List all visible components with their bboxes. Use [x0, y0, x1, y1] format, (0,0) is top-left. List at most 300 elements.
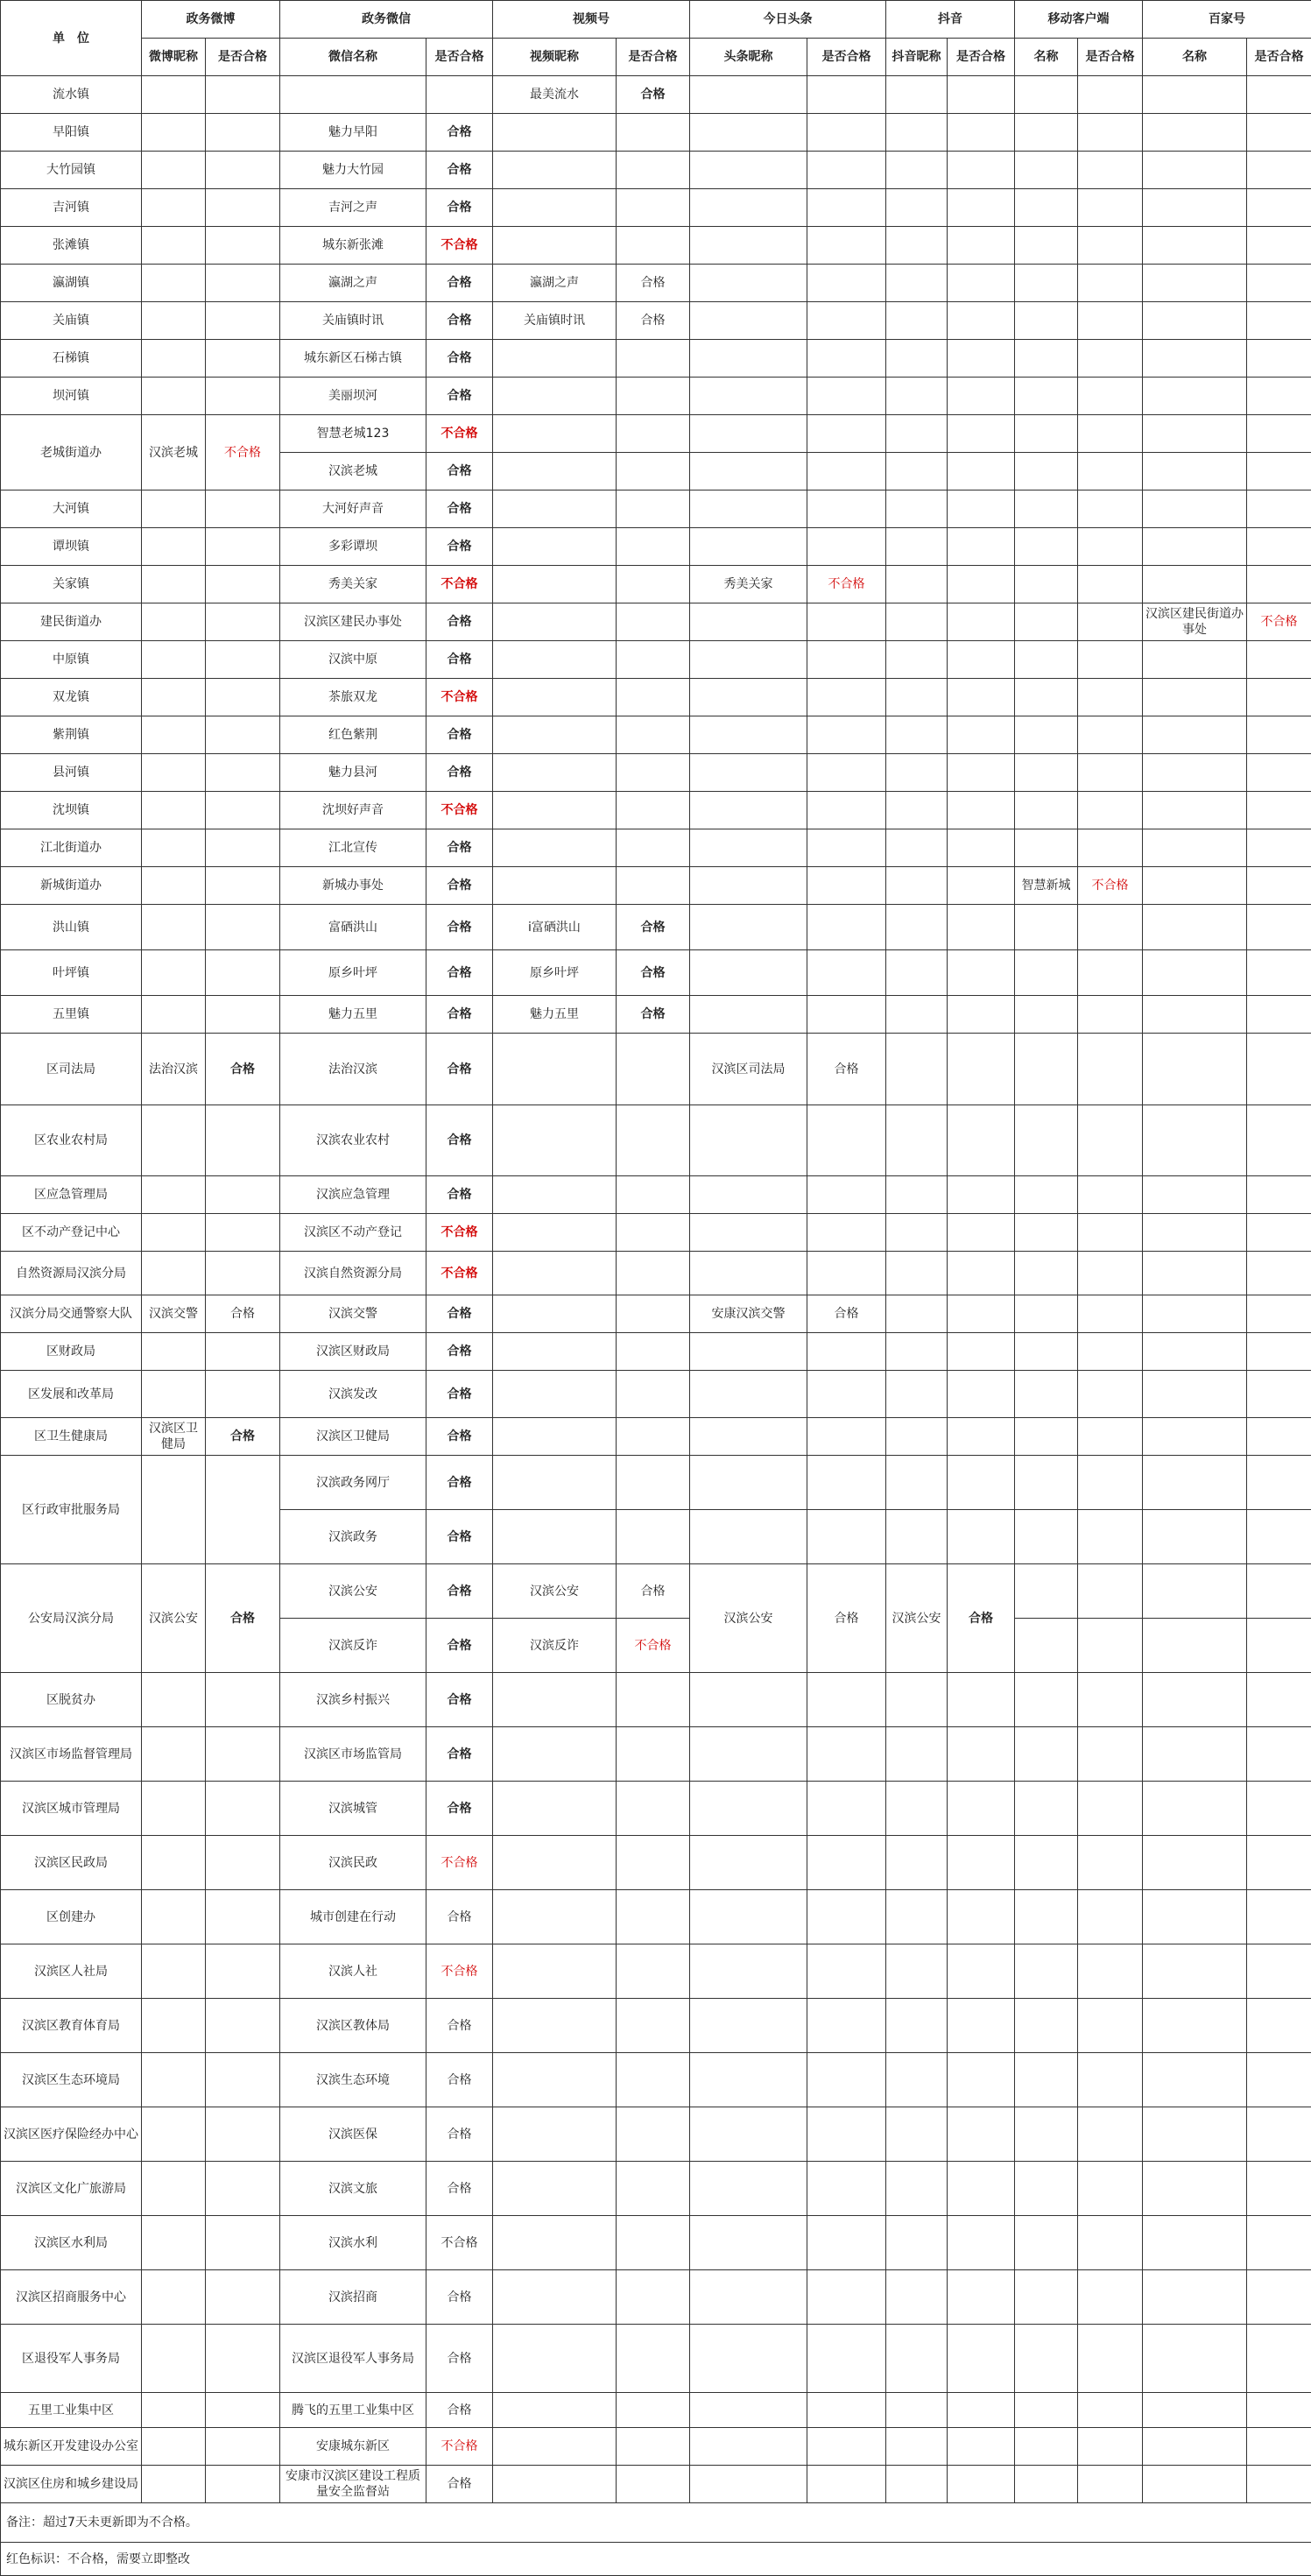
- client-name-cell: [1015, 2393, 1078, 2428]
- unit-cell: 五里镇: [1, 996, 142, 1034]
- baijiahao-status-cell: [1247, 302, 1311, 340]
- wechat-status-cell: 合格: [426, 1371, 493, 1418]
- table-row: [1, 716, 1311, 754]
- baijiahao-name-cell: [1143, 867, 1247, 905]
- unit-cell: 汉滨区人社局: [1, 1944, 142, 1999]
- douyin-name-cell: [886, 1176, 948, 1214]
- header-unit: 单 位: [1, 1, 142, 76]
- wechat-status-cell: 合格: [426, 302, 493, 340]
- douyin-name-cell: [886, 528, 948, 566]
- douyin-status-cell: [948, 2325, 1015, 2393]
- weibo-status-cell: [206, 679, 280, 716]
- toutiao-name-cell: [690, 867, 807, 905]
- wechat-name-cell: 多彩谭坝: [280, 528, 426, 566]
- weibo-status-cell: [206, 1836, 280, 1890]
- unit-cell: 区脱贫办: [1, 1673, 142, 1727]
- unit-cell: 汉滨区生态环境局: [1, 2053, 142, 2107]
- client-status-cell: [1078, 1105, 1143, 1176]
- video-status-cell: [617, 566, 690, 603]
- toutiao-status-cell: [807, 378, 886, 415]
- douyin-name-cell: [886, 1418, 948, 1456]
- video-status-cell: [617, 603, 690, 641]
- wechat-status-cell: 合格: [426, 490, 493, 528]
- weibo-status-cell: [206, 1456, 280, 1564]
- unit-cell: 区创建办: [1, 1890, 142, 1944]
- video-status-cell: [617, 1673, 690, 1727]
- wechat-name-cell: 汉滨发改: [280, 1371, 426, 1418]
- weibo-name-cell: [142, 227, 206, 265]
- video-name-cell: [493, 528, 617, 566]
- toutiao-status-cell: [807, 1252, 886, 1295]
- baijiahao-name-cell: [1143, 754, 1247, 792]
- douyin-status-cell: [948, 490, 1015, 528]
- table-row: [1, 1890, 1311, 1944]
- client-status-cell: [1078, 227, 1143, 265]
- wechat-status-cell: 合格: [426, 950, 493, 996]
- douyin-name-cell: [886, 716, 948, 754]
- table-row: [1, 1999, 1311, 2053]
- baijiahao-name-cell: [1143, 2428, 1247, 2466]
- video-status-cell: [617, 415, 690, 453]
- video-name-cell: [493, 1418, 617, 1456]
- baijiahao-status-cell: [1247, 1034, 1311, 1105]
- client-status-cell: [1078, 1371, 1143, 1418]
- weibo-name-cell: [142, 829, 206, 867]
- toutiao-name-cell: [690, 1252, 807, 1295]
- video-status-cell: [617, 1510, 690, 1564]
- wechat-status-cell: [426, 76, 493, 114]
- baijiahao-status-cell: [1247, 566, 1311, 603]
- weibo-name-cell: [142, 1890, 206, 1944]
- weibo-status-cell: [206, 2107, 280, 2162]
- video-status-cell: [617, 1105, 690, 1176]
- note-update-rule: 备注：超过7天未更新即为不合格。: [1, 2503, 1311, 2543]
- toutiao-name-cell: [690, 679, 807, 716]
- toutiao-name-cell: [690, 996, 807, 1034]
- wechat-status-cell: 合格: [426, 2053, 493, 2107]
- client-name-cell: [1015, 603, 1078, 641]
- douyin-name-cell: [886, 227, 948, 265]
- note-red-legend: 红色标识：不合格，需要立即整改: [1, 2543, 1311, 2576]
- table-row: [1, 265, 1311, 302]
- client-name-cell: [1015, 829, 1078, 867]
- weibo-name-cell: [142, 754, 206, 792]
- wechat-status-cell: 不合格: [426, 1836, 493, 1890]
- toutiao-status-cell: [807, 1371, 886, 1418]
- baijiahao-status-cell: [1247, 679, 1311, 716]
- header-sub: 视频昵称: [493, 39, 617, 76]
- table-row: [1, 76, 1311, 114]
- table-row: [1, 867, 1311, 905]
- toutiao-name-cell: [690, 1836, 807, 1890]
- unit-cell: 新城街道办: [1, 867, 142, 905]
- douyin-status-cell: [948, 415, 1015, 453]
- baijiahao-status-cell: [1247, 1782, 1311, 1836]
- client-name-cell: [1015, 1673, 1078, 1727]
- douyin-status-cell: [948, 1418, 1015, 1456]
- baijiahao-name-cell: [1143, 1564, 1247, 1619]
- toutiao-name-cell: [690, 1944, 807, 1999]
- weibo-name-cell: 汉滨交警: [142, 1295, 206, 1333]
- toutiao-status-cell: [807, 189, 886, 227]
- unit-cell: 区发展和改革局: [1, 1371, 142, 1418]
- toutiao-name-cell: [690, 829, 807, 867]
- douyin-status-cell: [948, 2216, 1015, 2270]
- wechat-name-cell: 汉滨反诈: [280, 1619, 426, 1673]
- douyin-status-cell: [948, 1333, 1015, 1371]
- weibo-name-cell: [142, 1944, 206, 1999]
- toutiao-name-cell: [690, 1333, 807, 1371]
- baijiahao-status-cell: [1247, 950, 1311, 996]
- client-status-cell: [1078, 1176, 1143, 1214]
- weibo-status-cell: [206, 1214, 280, 1252]
- baijiahao-status-cell: [1247, 152, 1311, 189]
- toutiao-name-cell: [690, 2107, 807, 2162]
- client-status-cell: [1078, 2216, 1143, 2270]
- douyin-status-cell: [948, 1782, 1015, 1836]
- client-name-cell: [1015, 754, 1078, 792]
- video-status-cell: [617, 1295, 690, 1333]
- video-name-cell: [493, 2466, 617, 2503]
- baijiahao-name-cell: [1143, 1944, 1247, 1999]
- toutiao-name-cell: [690, 189, 807, 227]
- table-row: [1, 1944, 1311, 1999]
- baijiahao-status-cell: [1247, 1836, 1311, 1890]
- wechat-status-cell: 合格: [426, 2162, 493, 2216]
- video-name-cell: [493, 189, 617, 227]
- video-status-cell: [617, 1214, 690, 1252]
- header-sub: 是否合格: [426, 39, 493, 76]
- toutiao-name-cell: [690, 1105, 807, 1176]
- client-status-cell: [1078, 1619, 1143, 1673]
- wechat-status-cell: 合格: [426, 1673, 493, 1727]
- unit-cell: 区不动产登记中心: [1, 1214, 142, 1252]
- baijiahao-name-cell: [1143, 1214, 1247, 1252]
- client-name-cell: [1015, 792, 1078, 829]
- douyin-name-cell: [886, 453, 948, 490]
- baijiahao-name-cell: [1143, 2053, 1247, 2107]
- baijiahao-name-cell: [1143, 996, 1247, 1034]
- toutiao-name-cell: [690, 340, 807, 378]
- weibo-status-cell: [206, 566, 280, 603]
- unit-cell: 中原镇: [1, 641, 142, 679]
- douyin-status-cell: [948, 2053, 1015, 2107]
- unit-cell: 谭坝镇: [1, 528, 142, 566]
- video-status-cell: [617, 528, 690, 566]
- baijiahao-status-cell: [1247, 2216, 1311, 2270]
- baijiahao-name-cell: [1143, 679, 1247, 716]
- wechat-status-cell: 不合格: [426, 415, 493, 453]
- client-name-cell: [1015, 378, 1078, 415]
- client-name-cell: [1015, 415, 1078, 453]
- table-row: [1, 641, 1311, 679]
- weibo-name-cell: [142, 2053, 206, 2107]
- client-name-cell: [1015, 1295, 1078, 1333]
- douyin-name-cell: 汉滨公安: [886, 1564, 948, 1673]
- client-name-cell: [1015, 2216, 1078, 2270]
- wechat-name-cell: 智慧老城123: [280, 415, 426, 453]
- video-name-cell: [493, 1836, 617, 1890]
- client-status-cell: [1078, 2428, 1143, 2466]
- toutiao-name-cell: [690, 2393, 807, 2428]
- toutiao-status-cell: [807, 2053, 886, 2107]
- baijiahao-status-cell: [1247, 1619, 1311, 1673]
- client-status-cell: [1078, 603, 1143, 641]
- unit-cell: 坝河镇: [1, 378, 142, 415]
- video-status-cell: [617, 2053, 690, 2107]
- toutiao-name-cell: 秀美关家: [690, 566, 807, 603]
- wechat-status-cell: 合格: [426, 152, 493, 189]
- video-name-cell: 瀛湖之声: [493, 265, 617, 302]
- unit-cell: 汉滨区住房和城乡建设局: [1, 2466, 142, 2503]
- header-group-wechat: 政务微信: [280, 1, 493, 39]
- header-sub: 是否合格: [807, 39, 886, 76]
- douyin-name-cell: [886, 2393, 948, 2428]
- weibo-status-cell: [206, 227, 280, 265]
- baijiahao-name-cell: [1143, 189, 1247, 227]
- wechat-name-cell: 城东新张滩: [280, 227, 426, 265]
- video-status-cell: [617, 754, 690, 792]
- video-status-cell: 合格: [617, 302, 690, 340]
- header-sub: 头条昵称: [690, 39, 807, 76]
- douyin-status-cell: [948, 679, 1015, 716]
- weibo-name-cell: [142, 114, 206, 152]
- weibo-name-cell: [142, 2216, 206, 2270]
- unit-cell: 区行政审批服务局: [1, 1456, 142, 1564]
- weibo-status-cell: [206, 76, 280, 114]
- header-sub: 是否合格: [1078, 39, 1143, 76]
- baijiahao-status-cell: [1247, 340, 1311, 378]
- video-status-cell: [617, 867, 690, 905]
- douyin-status-cell: [948, 1034, 1015, 1105]
- wechat-name-cell: 美丽坝河: [280, 378, 426, 415]
- toutiao-status-cell: [807, 340, 886, 378]
- video-name-cell: [493, 1782, 617, 1836]
- unit-cell: 瀛湖镇: [1, 265, 142, 302]
- douyin-status-cell: [948, 566, 1015, 603]
- baijiahao-status-cell: [1247, 227, 1311, 265]
- video-name-cell: [493, 114, 617, 152]
- client-status-cell: [1078, 2162, 1143, 2216]
- toutiao-status-cell: 合格: [807, 1034, 886, 1105]
- video-status-cell: [617, 1782, 690, 1836]
- client-name-cell: [1015, 1214, 1078, 1252]
- baijiahao-status-cell: [1247, 265, 1311, 302]
- video-name-cell: [493, 754, 617, 792]
- douyin-name-cell: [886, 2270, 948, 2325]
- client-name-cell: [1015, 641, 1078, 679]
- video-name-cell: [493, 152, 617, 189]
- weibo-name-cell: 汉滨公安: [142, 1564, 206, 1673]
- weibo-status-cell: [206, 867, 280, 905]
- baijiahao-status-cell: [1247, 1214, 1311, 1252]
- baijiahao-name-cell: [1143, 950, 1247, 996]
- video-status-cell: [617, 1456, 690, 1510]
- toutiao-status-cell: [807, 1456, 886, 1510]
- client-name-cell: [1015, 340, 1078, 378]
- toutiao-name-cell: [690, 1510, 807, 1564]
- video-name-cell: [493, 716, 617, 754]
- wechat-status-cell: 合格: [426, 1418, 493, 1456]
- toutiao-status-cell: [807, 2216, 886, 2270]
- weibo-status-cell: [206, 2216, 280, 2270]
- weibo-name-cell: [142, 2428, 206, 2466]
- client-status-cell: [1078, 340, 1143, 378]
- baijiahao-status-cell: 不合格: [1247, 603, 1311, 641]
- client-status-cell: [1078, 905, 1143, 950]
- video-name-cell: [493, 1890, 617, 1944]
- client-status-cell: [1078, 1944, 1143, 1999]
- client-name-cell: [1015, 2107, 1078, 2162]
- toutiao-status-cell: [807, 453, 886, 490]
- client-name-cell: [1015, 1564, 1078, 1619]
- table-row: [1, 1456, 1311, 1510]
- toutiao-status-cell: [807, 528, 886, 566]
- wechat-name-cell: 汉滨交警: [280, 1295, 426, 1333]
- weibo-status-cell: [206, 1673, 280, 1727]
- douyin-status-cell: [948, 1214, 1015, 1252]
- video-status-cell: [617, 1890, 690, 1944]
- video-name-cell: [493, 1510, 617, 1564]
- unit-cell: 关庙镇: [1, 302, 142, 340]
- toutiao-status-cell: [807, 1214, 886, 1252]
- video-name-cell: [493, 1456, 617, 1510]
- header-sub: 微博昵称: [142, 39, 206, 76]
- douyin-name-cell: [886, 2053, 948, 2107]
- baijiahao-name-cell: [1143, 302, 1247, 340]
- douyin-name-cell: [886, 603, 948, 641]
- douyin-name-cell: [886, 1944, 948, 1999]
- table-row: [1, 603, 1311, 641]
- baijiahao-name-cell: [1143, 490, 1247, 528]
- client-name-cell: [1015, 1456, 1078, 1510]
- wechat-status-cell: 合格: [426, 2107, 493, 2162]
- unit-cell: 汉滨分局交通警察大队: [1, 1295, 142, 1333]
- wechat-status-cell: 合格: [426, 641, 493, 679]
- wechat-name-cell: 汉滨区财政局: [280, 1333, 426, 1371]
- wechat-status-cell: 不合格: [426, 2216, 493, 2270]
- toutiao-name-cell: [690, 415, 807, 453]
- header-sub: 抖音昵称: [886, 39, 948, 76]
- unit-cell: 汉滨区招商服务中心: [1, 2270, 142, 2325]
- wechat-name-cell: 汉滨区市场监管局: [280, 1727, 426, 1782]
- wechat-name-cell: 汉滨区退役军人事务局: [280, 2325, 426, 2393]
- weibo-name-cell: [142, 340, 206, 378]
- table-row: [1, 2053, 1311, 2107]
- client-status-cell: [1078, 1673, 1143, 1727]
- client-name-cell: [1015, 2428, 1078, 2466]
- douyin-status-cell: [948, 76, 1015, 114]
- douyin-name-cell: [886, 641, 948, 679]
- table-row: [1, 1673, 1311, 1727]
- weibo-status-cell: [206, 2270, 280, 2325]
- toutiao-status-cell: [807, 679, 886, 716]
- douyin-name-cell: [886, 1999, 948, 2053]
- client-name-cell: [1015, 1105, 1078, 1176]
- video-status-cell: [617, 152, 690, 189]
- toutiao-name-cell: [690, 754, 807, 792]
- weibo-name-cell: [142, 378, 206, 415]
- video-status-cell: [617, 114, 690, 152]
- table-row: [1, 152, 1311, 189]
- wechat-status-cell: 合格: [426, 905, 493, 950]
- wechat-name-cell: 魅力县河: [280, 754, 426, 792]
- video-status-cell: 合格: [617, 265, 690, 302]
- wechat-name-cell: 腾飞的五里工业集中区: [280, 2393, 426, 2428]
- baijiahao-status-cell: [1247, 2270, 1311, 2325]
- douyin-status-cell: [948, 1673, 1015, 1727]
- wechat-name-cell: 吉河之声: [280, 189, 426, 227]
- douyin-name-cell: [886, 2428, 948, 2466]
- toutiao-status-cell: [807, 754, 886, 792]
- wechat-name-cell: 汉滨文旅: [280, 2162, 426, 2216]
- table-row: [1, 1418, 1311, 1456]
- video-name-cell: [493, 566, 617, 603]
- client-status-cell: [1078, 453, 1143, 490]
- wechat-name-cell: 汉滨公安: [280, 1564, 426, 1619]
- client-status-cell: [1078, 950, 1143, 996]
- baijiahao-status-cell: [1247, 2393, 1311, 2428]
- douyin-name-cell: [886, 2216, 948, 2270]
- video-name-cell: [493, 2053, 617, 2107]
- wechat-name-cell: 新城办事处: [280, 867, 426, 905]
- douyin-status-cell: [948, 2107, 1015, 2162]
- unit-cell: 双龙镇: [1, 679, 142, 716]
- client-name-cell: [1015, 1999, 1078, 2053]
- toutiao-name-cell: [690, 378, 807, 415]
- toutiao-status-cell: [807, 1176, 886, 1214]
- weibo-status-cell: [206, 2428, 280, 2466]
- baijiahao-status-cell: [1247, 1999, 1311, 2053]
- toutiao-status-cell: 不合格: [807, 566, 886, 603]
- weibo-status-cell: [206, 1333, 280, 1371]
- video-status-cell: [617, 1034, 690, 1105]
- weibo-name-cell: [142, 265, 206, 302]
- baijiahao-name-cell: [1143, 1034, 1247, 1105]
- baijiahao-name-cell: [1143, 905, 1247, 950]
- unit-cell: 汉滨区文化广旅游局: [1, 2162, 142, 2216]
- toutiao-status-cell: [807, 1944, 886, 1999]
- client-name-cell: [1015, 996, 1078, 1034]
- wechat-status-cell: 合格: [426, 1890, 493, 1944]
- douyin-status-cell: [948, 1176, 1015, 1214]
- douyin-status-cell: [948, 1890, 1015, 1944]
- douyin-name-cell: [886, 1034, 948, 1105]
- client-name-cell: [1015, 905, 1078, 950]
- video-name-cell: 汉滨公安: [493, 1564, 617, 1619]
- video-name-cell: [493, 1333, 617, 1371]
- douyin-name-cell: [886, 2162, 948, 2216]
- client-status-cell: [1078, 1836, 1143, 1890]
- douyin-name-cell: [886, 905, 948, 950]
- client-status-cell: [1078, 490, 1143, 528]
- toutiao-status-cell: 合格: [807, 1295, 886, 1333]
- client-status-cell: [1078, 2270, 1143, 2325]
- wechat-status-cell: 合格: [426, 2466, 493, 2503]
- toutiao-name-cell: [690, 152, 807, 189]
- baijiahao-name-cell: [1143, 2325, 1247, 2393]
- wechat-name-cell: 汉滨老城: [280, 453, 426, 490]
- table-row: [1, 1295, 1311, 1333]
- wechat-name-cell: 魅力早阳: [280, 114, 426, 152]
- table-row: [1, 1176, 1311, 1214]
- video-name-cell: [493, 867, 617, 905]
- toutiao-status-cell: [807, 1105, 886, 1176]
- weibo-name-cell: [142, 792, 206, 829]
- unit-cell: 区农业农村局: [1, 1105, 142, 1176]
- weibo-status-cell: [206, 528, 280, 566]
- douyin-name-cell: [886, 1836, 948, 1890]
